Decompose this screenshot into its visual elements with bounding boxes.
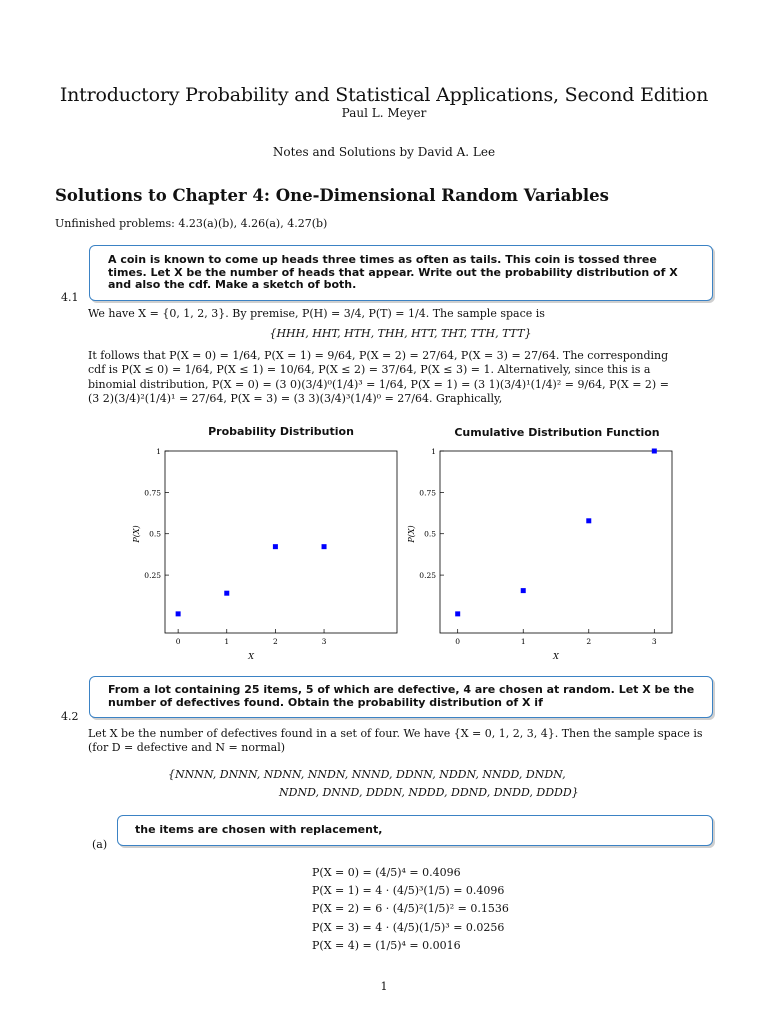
problem-4-2-box <box>89 676 713 718</box>
author: Paul L. Meyer <box>341 106 427 120</box>
x-tick-label: 3 <box>651 637 657 646</box>
plot-frame <box>165 451 397 633</box>
plot-frame <box>440 451 672 633</box>
chart-2-title: Cumulative Distribution Function <box>454 426 660 439</box>
p41-para2-line1: It follows that P(X = 0) = 1/64, P(X = 1) = 9/64, P(X = 2) = 27/64, P(X = 3) = 27/64. The corresponding <box>88 349 669 362</box>
problem-4-1-box <box>89 245 713 301</box>
p42-sample-space-line1: {NNNN, DNNN, NDNN, NNDN, NNND, DDNN, NDDN, NNDD, DNDN, <box>168 768 566 781</box>
data-point <box>176 611 181 616</box>
x-axis-label: X <box>248 652 254 661</box>
y-tick-label: 0.75 <box>144 488 161 498</box>
y-tick-label: 0.5 <box>149 529 161 539</box>
part-a-equations <box>312 864 509 955</box>
unfinished-problems: Unfinished problems: 4.23(a)(b), 4.26(a), 4.27(b) <box>55 217 328 230</box>
x-tick-label: 2 <box>586 637 592 646</box>
y-tick-label: 0.25 <box>419 571 436 581</box>
notes-by: Notes and Solutions by David A. Lee <box>272 145 496 159</box>
part-a-statement: the items are chosen with replacement, <box>135 823 383 836</box>
p41-para2-line4: (3 2)(3/4)²(1/4)¹ = 27/64, P(X = 3) = (3 3)(3/4)³(1/4)⁰ = 27/64. Graphically, <box>88 392 503 406</box>
y-tick-label: 1 <box>156 447 161 456</box>
x-tick-label: 1 <box>520 637 526 646</box>
data-point <box>224 591 229 596</box>
problem-number-4-1: 4.1 <box>61 291 79 304</box>
y-tick-label: 0.5 <box>424 529 436 539</box>
equation-x0: P(X = 0) = (4/5)⁴ = 0.4096 <box>312 866 461 879</box>
probability-distribution-chart <box>120 440 410 665</box>
p41-para2 <box>88 349 718 407</box>
data-point <box>273 544 278 549</box>
part-a-label: (a) <box>92 838 108 851</box>
x-tick-label: 2 <box>273 637 278 646</box>
chart-1-title: Probability Distribution <box>208 425 354 438</box>
cdf-chart <box>395 440 685 665</box>
y-tick-label: 1 <box>431 447 436 456</box>
problem-number-4-2: 4.2 <box>61 710 79 723</box>
y-tick-label: 0.25 <box>144 571 161 581</box>
p41-para2-line2: cdf is P(X ≤ 0) = 1/64, P(X ≤ 1) = 10/64, P(X ≤ 2) = 37/64, P(X ≤ 3) = 1. Alternatively, since this is a <box>88 363 651 377</box>
p41-para2-line3: binomial distribution, P(X = 0) = (3 0)(3/4)⁰(1/4)³ = 1/64, P(X = 1) = (3 1)(3/4)¹(1/4)² = 9/64, P(X = 2) = <box>88 377 669 391</box>
x-tick-label: 0 <box>175 637 181 646</box>
chapter-title: Solutions to Chapter 4: One-Dimensional Random Variables <box>55 186 609 205</box>
data-point <box>455 611 460 616</box>
page-number: 1 <box>380 980 388 993</box>
data-point <box>586 518 591 523</box>
equation-x3: P(X = 3) = 4 · (4/5)(1/5)³ = 0.0256 <box>312 920 505 934</box>
p42-line2: (for D = defective and N = normal) <box>88 741 286 754</box>
p42-sample-space-line2: NDND, DNND, DDDN, NDDD, DDND, DNDD, DDDD} <box>279 786 579 799</box>
y-tick-label: 0.75 <box>419 488 436 498</box>
equation-x1: P(X = 1) = 4 · (4/5)³(1/5) = 0.4096 <box>312 884 505 898</box>
book-title: Introductory Probability and Statistical Applications, Second Edition <box>59 84 709 106</box>
part-a-box <box>117 815 713 846</box>
x-tick-label: 1 <box>224 637 230 646</box>
y-axis-label: P(X) <box>132 525 141 543</box>
data-point <box>521 588 526 593</box>
equation-x4: P(X = 4) = (1/5)⁴ = 0.0016 <box>312 938 461 952</box>
equation-x2: P(X = 2) = 6 · (4/5)²(1/5)² = 0.1536 <box>312 902 509 916</box>
data-point <box>322 544 327 549</box>
problem-4-2-statement: From a lot containing 25 items, 5 of which are defective, 4 are chosen at random. Let X be the number of defectives found. Obtain the probability distribution of X if <box>108 683 695 709</box>
x-tick-label: 3 <box>321 637 327 646</box>
p42-line1: Let X be the number of defectives found in a set of four. We have {X = 0, 1, 2, 3, 4}. Then the sample space is <box>88 727 703 740</box>
x-tick-label: 0 <box>455 637 461 646</box>
data-point <box>652 449 657 454</box>
problem-4-1-statement: A coin is known to come up heads three times as often as tails. This coin is tossed three times. Let X be the number of heads that appear. Write out the probability distribution of X and also the cdf. Make a sketch of both. <box>108 253 678 292</box>
x-axis-label: X <box>553 652 559 661</box>
p41-sample-space: {HHH, HHT, HTH, THH, HTT, THT, TTH, TTT} <box>269 327 532 340</box>
y-axis-label: P(X) <box>407 525 416 543</box>
p41-line1: We have X = {0, 1, 2, 3}. By premise, P(H) = 3/4, P(T) = 1/4. The sample space is <box>88 307 545 320</box>
